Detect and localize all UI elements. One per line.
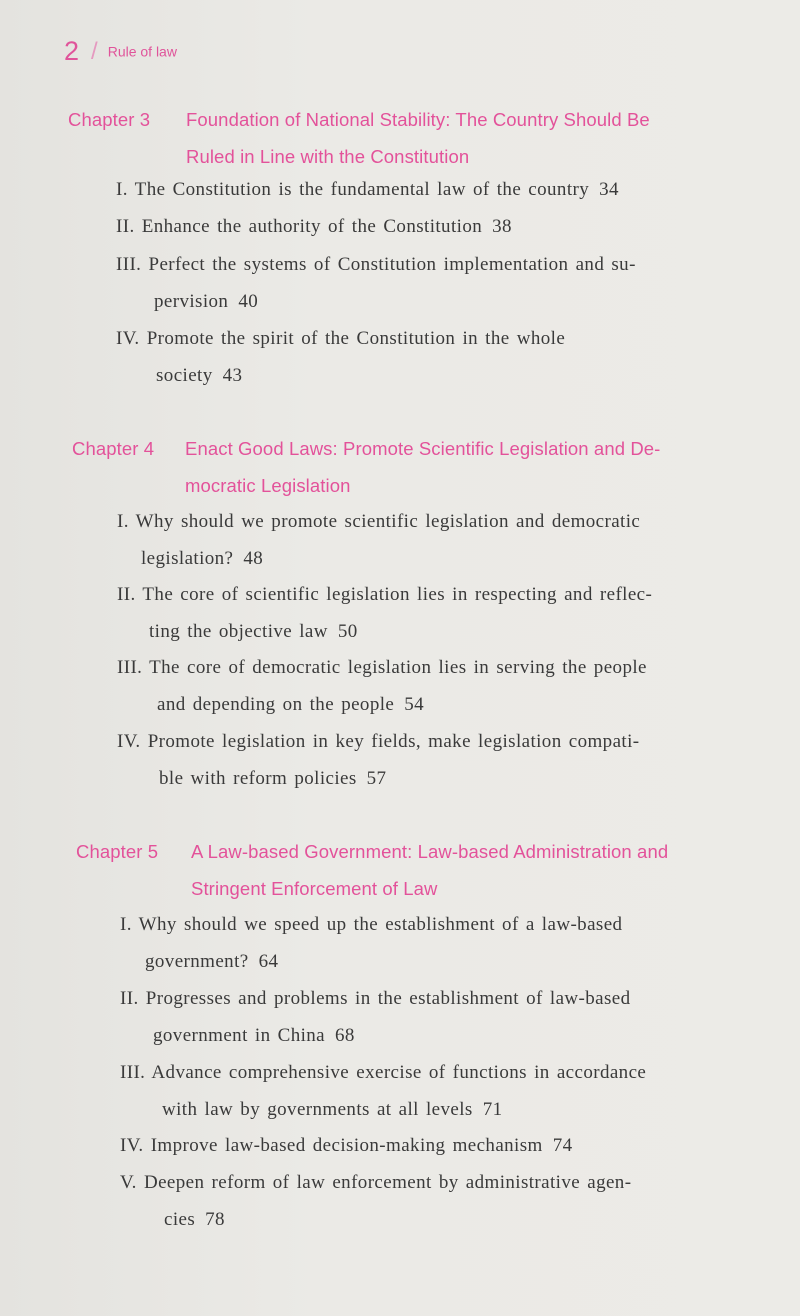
toc-entry xyxy=(120,906,622,980)
entry-text: III. The core of democratic legislation lies in serving the people xyxy=(117,657,647,678)
entry-text-cont: pervision xyxy=(154,291,229,312)
toc-entry xyxy=(117,649,647,723)
entry-page: 71 xyxy=(482,1099,503,1120)
chapter-title xyxy=(191,833,668,907)
entry-text: IV. Promote the spirit of the Constitution in the whole xyxy=(116,328,566,349)
chapter-3-heading xyxy=(68,101,748,177)
chapter-title-line: Foundation of National Stability: The Country Should Be xyxy=(186,109,650,130)
toc-entry xyxy=(116,246,636,320)
entry-text: II. Progresses and problems in the establishment of law-based xyxy=(120,988,631,1009)
entry-page: 40 xyxy=(238,291,259,312)
toc-entry xyxy=(120,1164,631,1238)
entry-text: I. Why should we speed up the establishment of a law-based xyxy=(120,914,623,935)
chapter-title-line: A Law-based Government: Law-based Administration and xyxy=(191,841,669,862)
toc-entry xyxy=(117,576,652,650)
entry-text: I. The Constitution is the fundamental law of the country xyxy=(116,179,590,200)
chapter-title-line: Enact Good Laws: Promote Scientific Legislation and De- xyxy=(185,438,661,459)
toc-entry xyxy=(116,171,619,208)
entry-text-cont: government? xyxy=(145,951,249,972)
toc-entry xyxy=(120,980,631,1054)
entry-text: II. Enhance the authority of the Constitution xyxy=(116,216,483,237)
chapter-number: Chapter 5 xyxy=(76,841,159,862)
toc-entry xyxy=(117,723,640,797)
chapter-5-heading xyxy=(76,833,756,909)
chapter-title-line: Stringent Enforcement of Law xyxy=(191,878,438,899)
entry-text-cont: ble with reform policies xyxy=(159,768,357,789)
header-separator: / xyxy=(91,37,98,65)
running-title: Rule of law xyxy=(107,43,177,60)
entry-page: 48 xyxy=(243,548,264,569)
entry-text: V. Deepen reform of law enforcement by administrative agen- xyxy=(120,1172,632,1193)
entry-text-cont: and depending on the people xyxy=(157,694,395,715)
entry-page: 38 xyxy=(492,216,512,237)
entry-page: 57 xyxy=(366,768,387,789)
toc-entry xyxy=(116,208,512,245)
entry-page: 68 xyxy=(335,1025,355,1046)
chapter-number: Chapter 4 xyxy=(72,438,155,459)
chapter-title-line: mocratic Legislation xyxy=(185,475,351,496)
entry-page: 74 xyxy=(552,1135,573,1156)
entry-text-cont: society xyxy=(156,365,213,386)
entry-text-cont: with law by governments at all levels xyxy=(162,1099,473,1120)
running-header xyxy=(64,36,177,67)
chapter-number: Chapter 3 xyxy=(68,109,151,130)
toc-entry xyxy=(120,1054,646,1128)
entry-text: III. Perfect the systems of Constitution implementation and su- xyxy=(116,254,636,275)
entry-text-cont: government in China xyxy=(153,1025,326,1046)
chapter-4-heading xyxy=(72,430,752,506)
toc-entry xyxy=(120,1127,573,1164)
chapter-title-line: Ruled in Line with the Constitution xyxy=(186,146,470,167)
toc-entry xyxy=(116,320,565,394)
entry-text-cont: cies xyxy=(164,1209,196,1230)
entry-page: 64 xyxy=(258,951,279,972)
entry-text-cont: ting the objective law xyxy=(149,621,328,642)
entry-text: I. Why should we promote scientific legislation and democratic xyxy=(117,511,641,532)
entry-text-cont: legislation? xyxy=(141,548,234,569)
entry-page: 43 xyxy=(222,365,243,386)
entry-page: 78 xyxy=(205,1209,225,1230)
entry-page: 34 xyxy=(599,179,619,200)
entry-text: III. Advance comprehensive exercise of functions in accordance xyxy=(120,1062,647,1083)
entry-page: 54 xyxy=(404,694,425,715)
entry-text: IV. Promote legislation in key fields, make legislation compati- xyxy=(117,731,640,752)
page-number: 2 xyxy=(64,36,80,66)
entry-text: IV. Improve law-based decision-making mechanism xyxy=(120,1135,543,1156)
entry-text: II. The core of scientific legislation lies in respecting and reflec- xyxy=(117,584,653,605)
chapter-title xyxy=(185,430,660,504)
toc-entry xyxy=(117,503,640,577)
entry-page: 50 xyxy=(337,621,358,642)
chapter-title xyxy=(186,101,650,175)
